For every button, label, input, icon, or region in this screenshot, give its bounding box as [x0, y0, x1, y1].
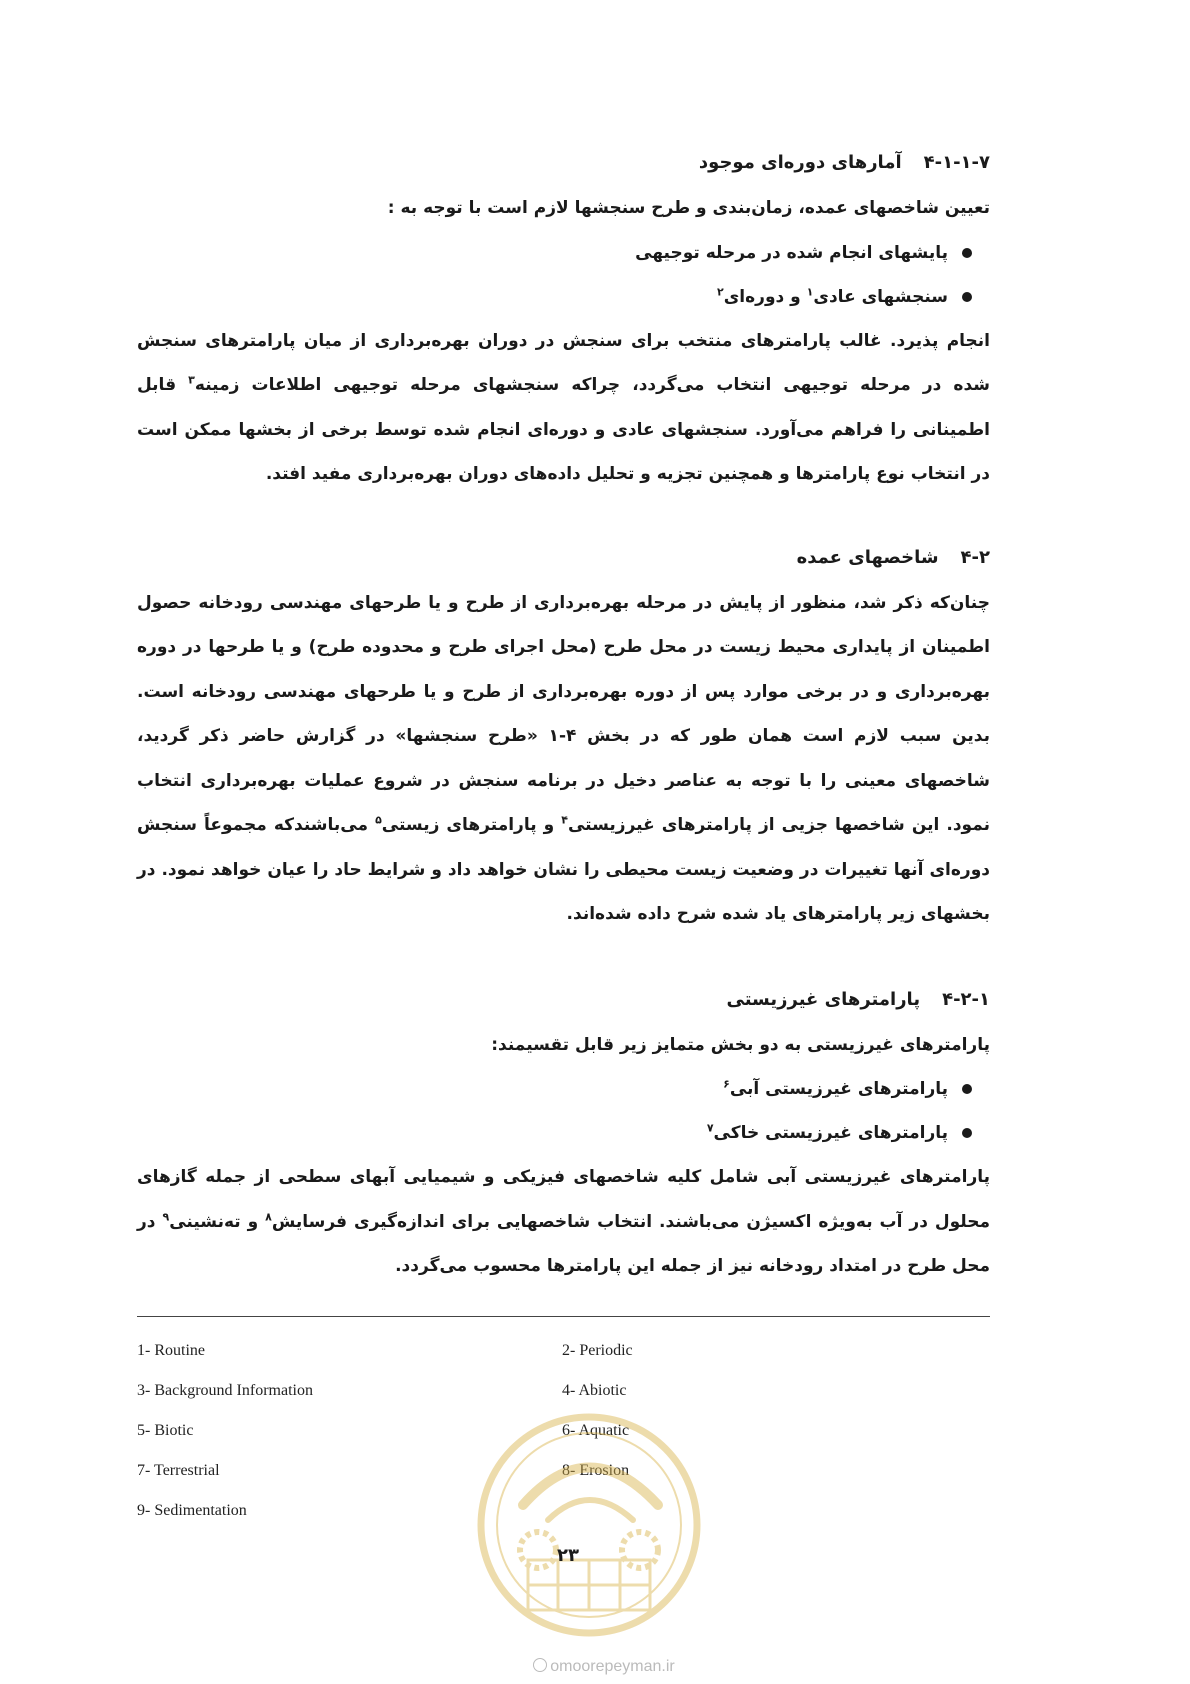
paragraph: پارامترهای غیرزیستی آبی شامل کلیه شاخصهای فیزیکی و شیمیایی آبهای سطحی از جمله گازهای محلول در آب به‌ویژه اکسیژن می‌باشند. انتخاب شاخصهایی برای اندازه‌گیری فرسایش$^۸$ و ته‌نشینی$^۹$ در محل طرح در امتداد رودخانه نیز از جمله این پارامترها محسوب می‌گردد.	[137, 1167, 990, 1276]
section-number: ۴-۲	[960, 546, 990, 568]
footnote-ref: ۴	[561, 813, 568, 827]
list-item: پایشهای انجام شده در مرحله توجیهی	[137, 231, 990, 275]
footnote: 7- Terrestrial	[137, 1462, 220, 1479]
bullet-icon	[962, 1084, 972, 1094]
bullet-list	[137, 231, 990, 319]
section-intro: تعیین شاخصهای عمده، زمان‌بندی و طرح سنجشها لازم است با توجه به :	[387, 198, 990, 218]
footnote-ref: ۳	[188, 373, 195, 387]
section-title: شاخصهای عمده	[796, 546, 939, 568]
footnote: 4- Abiotic	[562, 1382, 627, 1399]
bullet-list	[137, 1067, 990, 1155]
section-title: پارامترهای غیرزیستی	[726, 988, 921, 1010]
footnote: 2- Periodic	[562, 1342, 633, 1359]
footnote-ref: ۵	[375, 813, 382, 827]
footnote: 9- Sedimentation	[137, 1502, 247, 1519]
watermark-site: omoorepeyman.ir	[489, 1658, 719, 1676]
footnote: 5- Biotic	[137, 1422, 194, 1439]
footnote: 3- Background Information	[137, 1382, 313, 1399]
footnote-ref: ۸	[265, 1209, 272, 1223]
watermark-logo-icon	[468, 1410, 710, 1640]
footnote-ref: ۱	[806, 284, 814, 298]
bullet-icon	[962, 248, 972, 258]
section-number: ۴-۲-۱	[942, 988, 990, 1010]
globe-icon	[533, 1658, 547, 1672]
footnote-divider	[137, 1316, 990, 1317]
footnote: 1- Routine	[137, 1342, 205, 1359]
paragraph: انجام پذیرد. غالب پارامترهای منتخب برای سنجش در دوران بهره‌برداری از میان پارامترهای سنجش شده در مرحله توجیهی انتخاب می‌گردد، چراکه سنجشهای مرحله توجیهی اطلاعات زمینه$^۳$ قابل اطمینانی را فراهم می‌آورد. سنجشهای عادی و دوره‌ای انجام شده توسط برخی از بخشها ممکن است در انتخاب نوع پارامترها و همچنین تجزیه و تحلیل داده‌های دوران بهره‌برداری مفید افتد.	[137, 330, 990, 484]
section-heading-2	[137, 535, 990, 581]
list-item: پارامترهای غیرزیستی خاکی$^۷$	[137, 1111, 990, 1155]
footnote-ref: ۶	[723, 1077, 730, 1091]
section-number: ۴-۱-۱-۷	[923, 152, 990, 173]
section-heading-7	[137, 140, 990, 186]
page-number: ۲۳	[557, 1545, 579, 1566]
section-heading-2-1	[137, 977, 990, 1023]
footnote: 8- Erosion	[562, 1462, 630, 1479]
list-item: سنجشهای عادی$^۱$ و دوره‌ای$^۲$	[137, 275, 990, 319]
footnote: 6- Aquatic	[562, 1422, 630, 1439]
paragraph: چنان‌که ذکر شد، منظور از پایش در مرحله بهره‌برداری از طرح و یا طرحهای مهندسی رودخانه حصول اطمینان از پایداری محیط زیست در محل طرح (محل اجرای طرح و محدوده طرح) و یا طرحها در دوره بهره‌برداری و در برخی موارد پس از دوره بهره‌برداری از طرح و یا طرحهای مهندسی رودخانه است. بدین سبب لازم است همان طور که در بخش ۴-۱ «طرح سنجشها» در گزارش حاضر ذکر گردید، شاخصهای معینی را با توجه به عناصر دخیل در برنامه سنجش در شروع عملیات بهره‌برداری انتخاب نمود. این شاخصها جزیی از پارامترهای غیرزیستی$^۴$ و پارامترهای زیستی$^۵$ می‌باشندکه مجموعاً سنجش دوره‌ای آنها تغییرات در وضعیت زیست محیطی را نشان خواهد داد و شرایط حاد را عیان خواهد نمود. در بخشهای زیر پارامترهای یاد شده شرح داده شده‌اند.	[137, 592, 990, 924]
footnote-ref: ۷	[706, 1121, 714, 1135]
main-content	[137, 140, 990, 1289]
section-title: آمارهای دوره‌ای موجود	[698, 152, 902, 173]
footnote-ref: ۲	[717, 284, 724, 298]
footnote-ref: ۹	[162, 1209, 170, 1223]
section-intro: پارامترهای غیرزیستی به دو بخش متمایز زیر قابل تقسیمند:	[491, 1034, 990, 1055]
list-item: پارامترهای غیرزیستی آبی$^۶$	[137, 1067, 990, 1111]
bullet-icon	[962, 292, 972, 302]
bullet-icon	[962, 1128, 972, 1138]
